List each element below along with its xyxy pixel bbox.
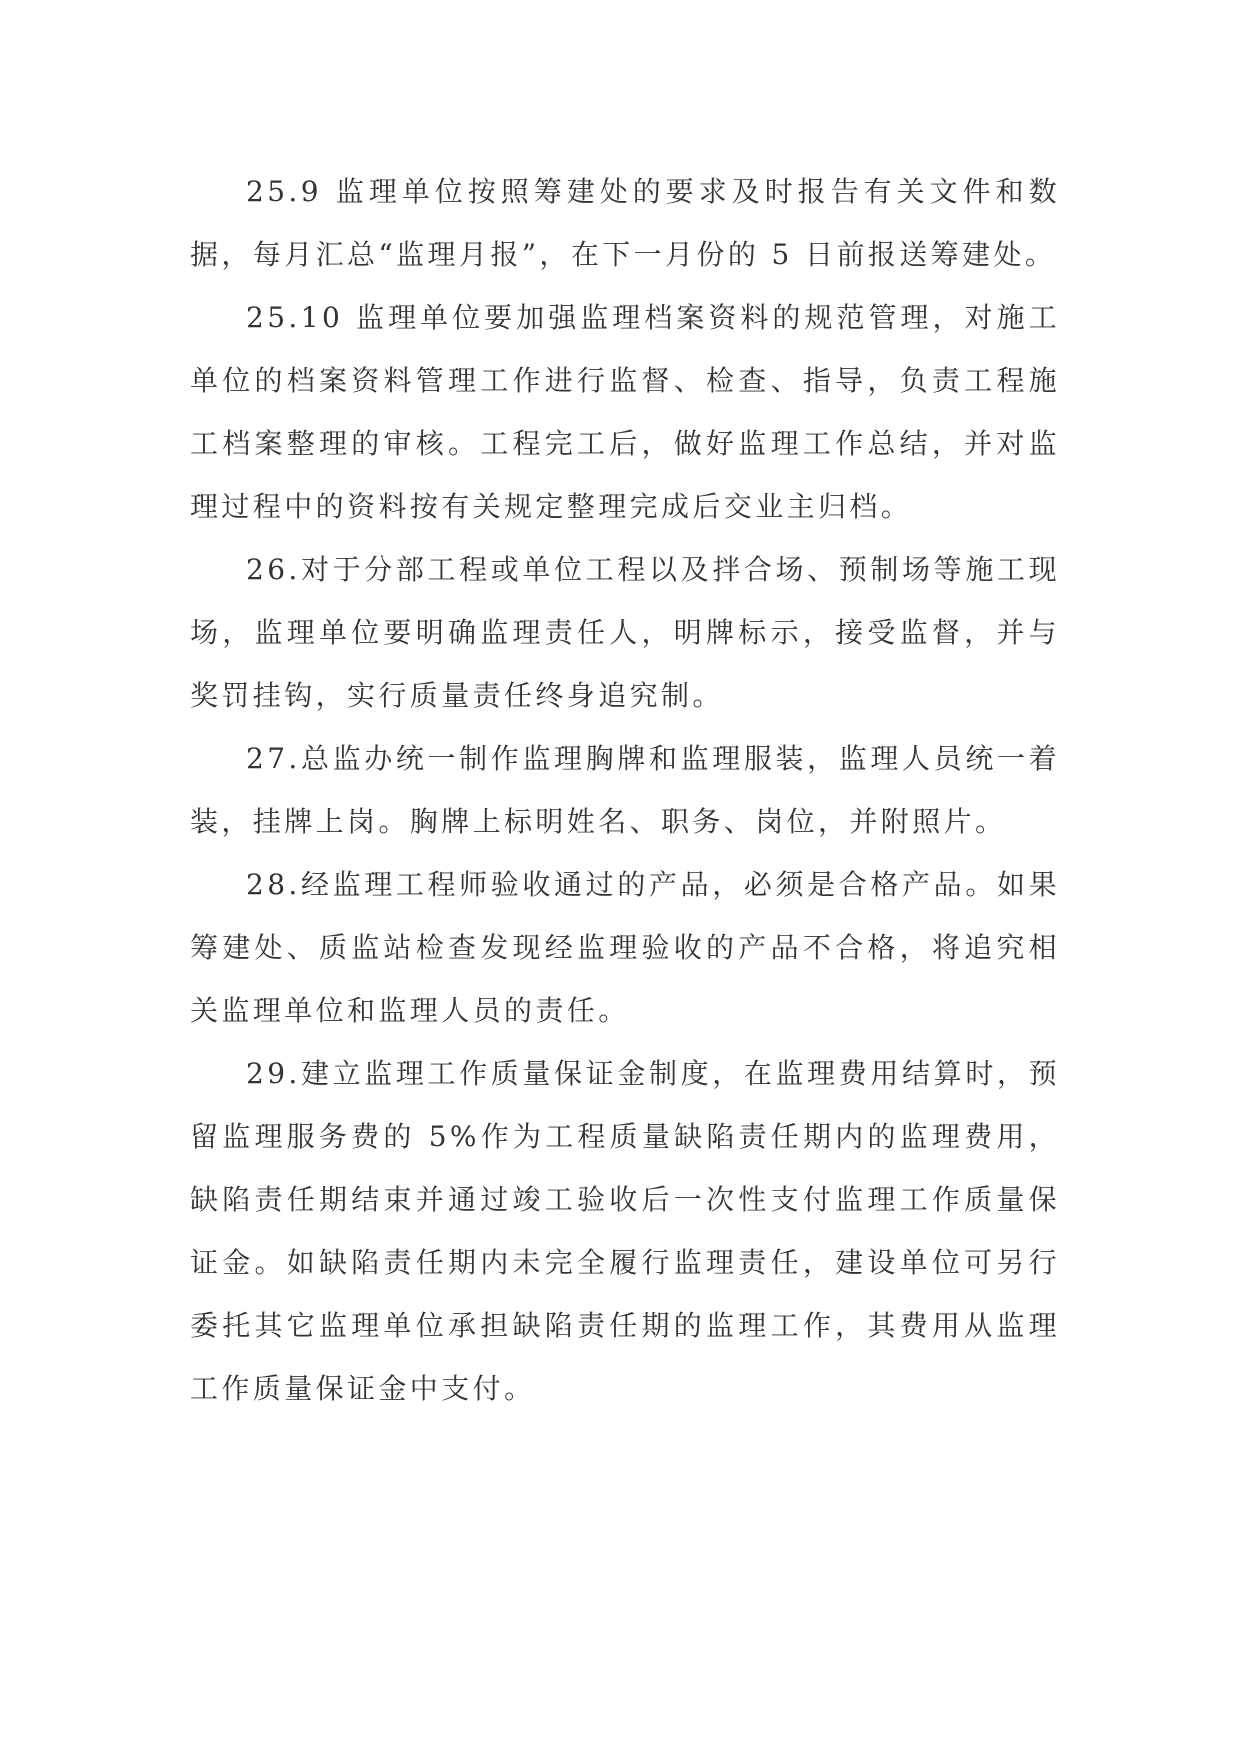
paragraph-25-9: 25.9 监理单位按照筹建处的要求及时报告有关文件和数据，每月汇总“监理月报”，在下一月份的 5 日前报送筹建处。 bbox=[190, 175, 1060, 271]
paragraph-29: 29.建立监理工作质量保证金制度，在监理费用结算时，预留监理服务费的 5%作为工程质量缺陷责任期内的监理费用，缺陷责任期结束并通过竣工验收后一次性支付监理工作质量保证金。如缺陷责任期内未完全履行监理责任，建设单位可另行委托其它监理单位承担缺陷责任期的监理工作，其费用从监理工作质量保证金中支付。 bbox=[190, 1057, 1060, 1405]
document-body bbox=[190, 160, 1060, 1420]
paragraph-27: 27.总监办统一制作监理胸牌和监理服装，监理人员统一着装，挂牌上岗。胸牌上标明姓名、职务、岗位，并附照片。 bbox=[190, 742, 1060, 838]
paragraph-28: 28.经监理工程师验收通过的产品，必须是合格产品。如果筹建处、质监站检查发现经监理验收的产品不合格，将追究相关监理单位和监理人员的责任。 bbox=[190, 868, 1060, 1027]
paragraph-25-10: 25.10 监理单位要加强监理档案资料的规范管理，对施工单位的档案资料管理工作进行监督、检查、指导，负责工程施工档案整理的审核。工程完工后，做好监理工作总结，并对监理过程中的资料按有关规定整理完成后交业主归档。 bbox=[190, 301, 1060, 523]
paragraph-26: 26.对于分部工程或单位工程以及拌合场、预制场等施工现场，监理单位要明确监理责任人，明牌标示，接受监督，并与奖罚挂钩，实行质量责任终身追究制。 bbox=[190, 553, 1060, 712]
